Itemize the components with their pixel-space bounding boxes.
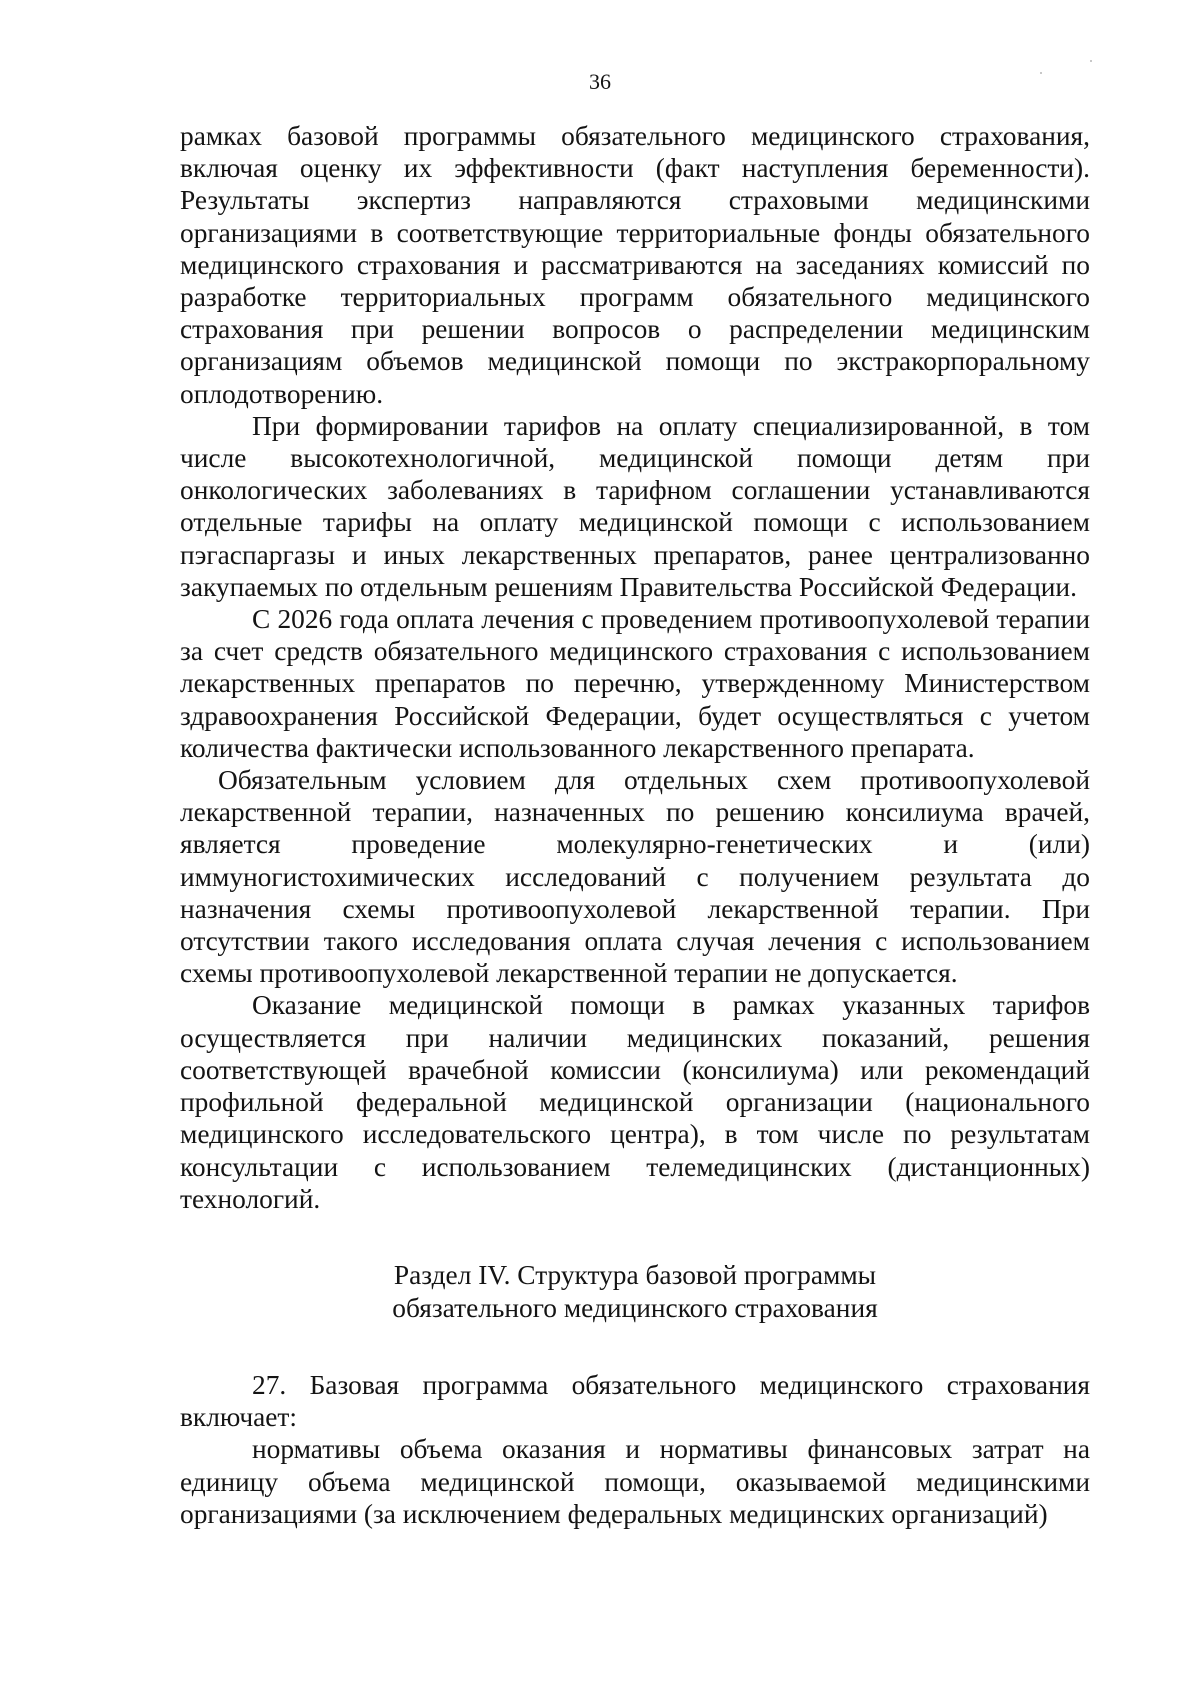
paragraph-tariffs-children: При формировании тарифов на оплату специализированной, в том числе высокотехнологичной, медицинской помощи детям при онкологических заболеваниях в тарифном соглашении устанавливаются отдельные тарифы на оплату медицинской помощи с использованием пэгаспаргазы и иных лекарственных препаратов, ранее централизованно закупаемых по отдельным решениям Правительства Российской Федерации.: [180, 410, 1090, 602]
paragraph-continuation: рамках базовой программы обязательного медицинского страхования, включая оценку их эффективности (факт наступления беременности). Результаты экспертиз направляются страховыми медицинскими организациями в соответствующие территориальные фонды обязательного медицинского страхования и рассматриваются на заседаниях комиссий по разработке территориальных программ обязательного медицинского страхования при решении вопросов о распределении медицинским организациям объемов медицинской помощи по экстракорпоральному оплодотворению.: [180, 121, 1090, 409]
scan-speck: [1090, 60, 1092, 62]
section-heading-line: Раздел IV. Структура базовой программы: [393, 1259, 877, 1290]
paragraph-norms: нормативы объема оказания и нормативы финансовых затрат на единицу объема медицинской помощи, оказываемой медицинскими организациями (за исключением федеральных медицинских организаций): [180, 1434, 1090, 1529]
paragraph-medical-care: Оказание медицинской помощи в рамках указанных тарифов осуществляется при наличии медицинских показаний, решения соответствующей врачебной комиссии (консилиума) или рекомендаций профильной федеральной медицинской организации (национального медицинского исследовательского центра), в том числе по результатам консультации с использованием телемедицинских (дистанционных) технологий.: [180, 990, 1090, 1214]
section-heading: [180, 1259, 1090, 1325]
paragraph-item-27: 27. Базовая программа обязательного медицинского страхования включает:: [180, 1369, 1090, 1433]
document-body: [180, 120, 1090, 1530]
paragraph-mandatory-condition: Обязательным условием для отдельных схем противоопухолевой лекарственной терапии, назначенных по решению консилиума врачей, является проведение молекулярно-генетических и (или) иммуногистохимических исследований с получением результата до назначения схемы противоопухолевой лекарственной терапии. При отсутствии такого исследования оплата случая лечения с использованием схемы противоопухолевой лекарственной терапии не допускается.: [180, 765, 1090, 989]
page-number: 36: [589, 69, 611, 94]
section-heading-line: обязательного медицинского страхования: [392, 1292, 878, 1323]
paragraph-2026-payment: С 2026 года оплата лечения с проведением противоопухолевой терапии за счет средств обязательного медицинского страхования с использованием лекарственных препаратов по перечню, утвержденному Министерством здравоохранения Российской Федерации, будет осуществляться с учетом количества фактически использованного лекарственного препарата.: [180, 604, 1090, 763]
